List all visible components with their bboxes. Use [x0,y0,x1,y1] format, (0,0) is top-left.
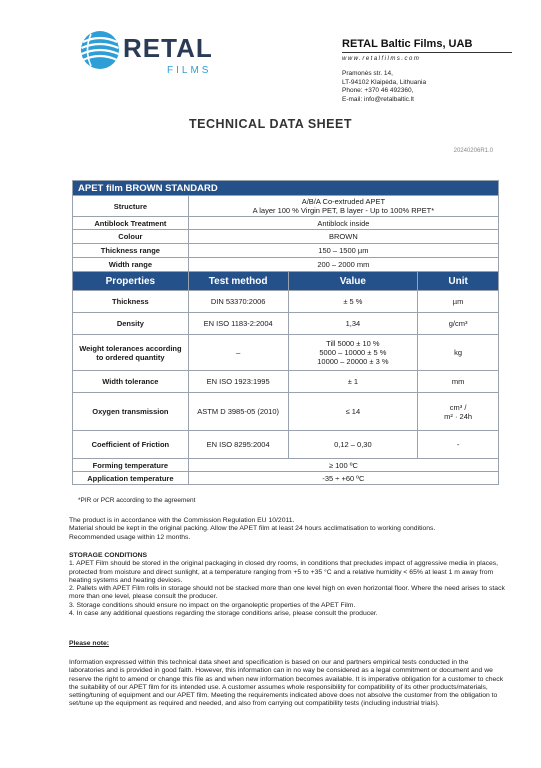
table-row [73,431,499,459]
unit-line: cm³ / [449,402,467,412]
property-name: Coefficient of Friction [73,431,189,459]
storage-heading: STORAGE CONDITIONS [69,552,148,559]
property-value: 0,12 – 0,30 [288,431,418,459]
value-line: 10000 – 20000 ± 3 % [317,357,389,366]
property-unit: g/cm³ [418,313,499,335]
table-row [73,393,499,431]
table-row [73,291,499,313]
width-range-label: Width range [73,258,189,272]
please-note-heading: Please note: [69,640,110,647]
thickness-range-value: 150 – 1500 µm [188,244,498,258]
property-value: ± 5 % [288,291,418,313]
colour-label: Colour [73,230,189,244]
forming-temperature-label: Forming temperature [73,459,189,472]
product-name: APET film BROWN STANDARD [73,181,499,196]
property-name: Oxygen transmission [73,393,189,431]
property-value: ≤ 14 [288,393,418,431]
property-unit: - [418,431,499,459]
property-unit: kg [418,335,499,371]
property-name: Density [73,313,189,335]
table-row [73,313,499,335]
value-line: 5000 – 10000 ± 5 % [319,348,387,357]
address-line: Phone: +370 46 492360, [342,87,414,94]
colour-value: BROWN [188,230,498,244]
test-method: ASTM D 3985-05 (2010) [188,393,288,431]
company-address [342,70,512,104]
address-line: LT-94102 Klaipėda, Lithuania [342,78,427,86]
property-value [288,335,418,371]
table-row [73,472,499,485]
column-header-value: Value [288,272,418,291]
column-header-properties: Properties [73,272,189,291]
table-footnote: *PIR or PCR according to the agreement [78,497,196,504]
forming-temperature-value: ≥ 100 ºC [188,459,498,472]
logo-wordmark: RETAL [123,33,213,63]
column-header-unit: Unit [418,272,499,291]
application-temperature-value: -35 ÷ +60 ºC [188,472,498,485]
test-method: EN ISO 1923:1995 [188,371,288,393]
value-line: Till 5000 ± 10 % [326,339,380,348]
logo-subtitle: FILMS [167,65,212,76]
property-name: Width tolerance [73,371,189,393]
test-method: DIN 53370:2006 [188,291,288,313]
storage-item: 2. Pallets with APET Film rolls in storage should not be stacked more than one level high on even horizontal floor. Where the need arises to stack more than one level, please consult the producer. [69,585,505,601]
globe-icon [79,28,121,72]
company-website[interactable]: www.retalfilms.com [342,56,421,62]
property-unit: µm [418,291,499,313]
structure-value [188,196,498,217]
structure-line: A/B/A Co-extruded APET [301,197,386,206]
column-header-test-method: Test method [188,272,288,291]
test-method: EN ISO 1183-2:2004 [188,313,288,335]
test-method: EN ISO 8295:2004 [188,431,288,459]
document-number: 20240206R1.0 [453,148,493,154]
property-value: ± 1 [288,371,418,393]
property-unit: mm [418,371,499,393]
paragraph-line: Material should be kept in the original packing. Allow the APET film at least 24 hours acclimatisation to working conditions. [69,525,436,533]
paragraph-line: The product is in accordance with the Commission Regulation EU 10/2011. [69,517,295,524]
antiblock-value: Antiblock inside [188,217,498,230]
disclaimer-paragraph: Information expressed within this technical data sheet and specification is based on our and partners empirical tests conducted in the laboratories and is provided in good faith. However, this information can in no way be considered as a legal commitment or document and we reserve the right to amend or change this file as and when new information becomes available. It is imperative obligation for a customer to check the suitability of our APET film for its intended use. A customer assumes whole responsibility for compatibility of its other products/materials, setting/tuning of equipment and our APET film. Meeting the requirements indicated above does not absolve the customer from the obligation to set/tune up the equipment as required and needed, and also from carrying out compatibility tests (including industrial trials). [69,659,504,708]
property-name: Thickness [73,291,189,313]
company-info [342,38,512,104]
storage-item: 3. Storage conditions should ensure no impact on the organoleptic properties of the APET Film. [69,601,356,609]
property-unit [418,393,499,431]
paragraph-line: Recommended usage within 12 months. [69,533,191,541]
unit-line: m² · 24h [444,411,473,421]
storage-item: 1. APET Film should be stored in the original packaging in closed dry rooms, in conditions that precludes impact of aggressive media in places, protected from moisture and direct sunlight, at a temperature ranging from +5 to +35 °C and a relative humidity < 65% at least 1 m away from heating systems and heating devices. [69,560,499,584]
technical-data-table [72,180,499,485]
address-line: Pramonės str. 14, [342,70,393,77]
structure-label: Structure [73,196,189,217]
antiblock-label: Antiblock Treatment [73,217,189,230]
width-range-value: 200 – 2000 mm [188,258,498,272]
property-name: Weight tolerances according to ordered quantity [73,335,189,371]
application-temperature-label: Application temperature [73,472,189,485]
property-value: 1,34 [288,313,418,335]
company-name: RETAL Baltic Films, UAB [342,38,512,53]
table-row [73,459,499,472]
compliance-paragraph [69,517,505,542]
page-title: TECHNICAL DATA SHEET [188,117,352,131]
company-logo [79,28,229,78]
storage-conditions [69,552,505,618]
thickness-range-label: Thickness range [73,244,189,258]
table-row [73,335,499,371]
address-line: E-mail: info@retalbaltic.lt [342,95,414,103]
storage-item: 4. In case any additional questions regarding the storage conditions arise, please consult the producer. [69,610,378,618]
structure-line: A layer 100 % Virgin PET, B layer - Up to 100% RPET* [252,206,435,215]
test-method: – [188,335,288,371]
table-row [73,371,499,393]
